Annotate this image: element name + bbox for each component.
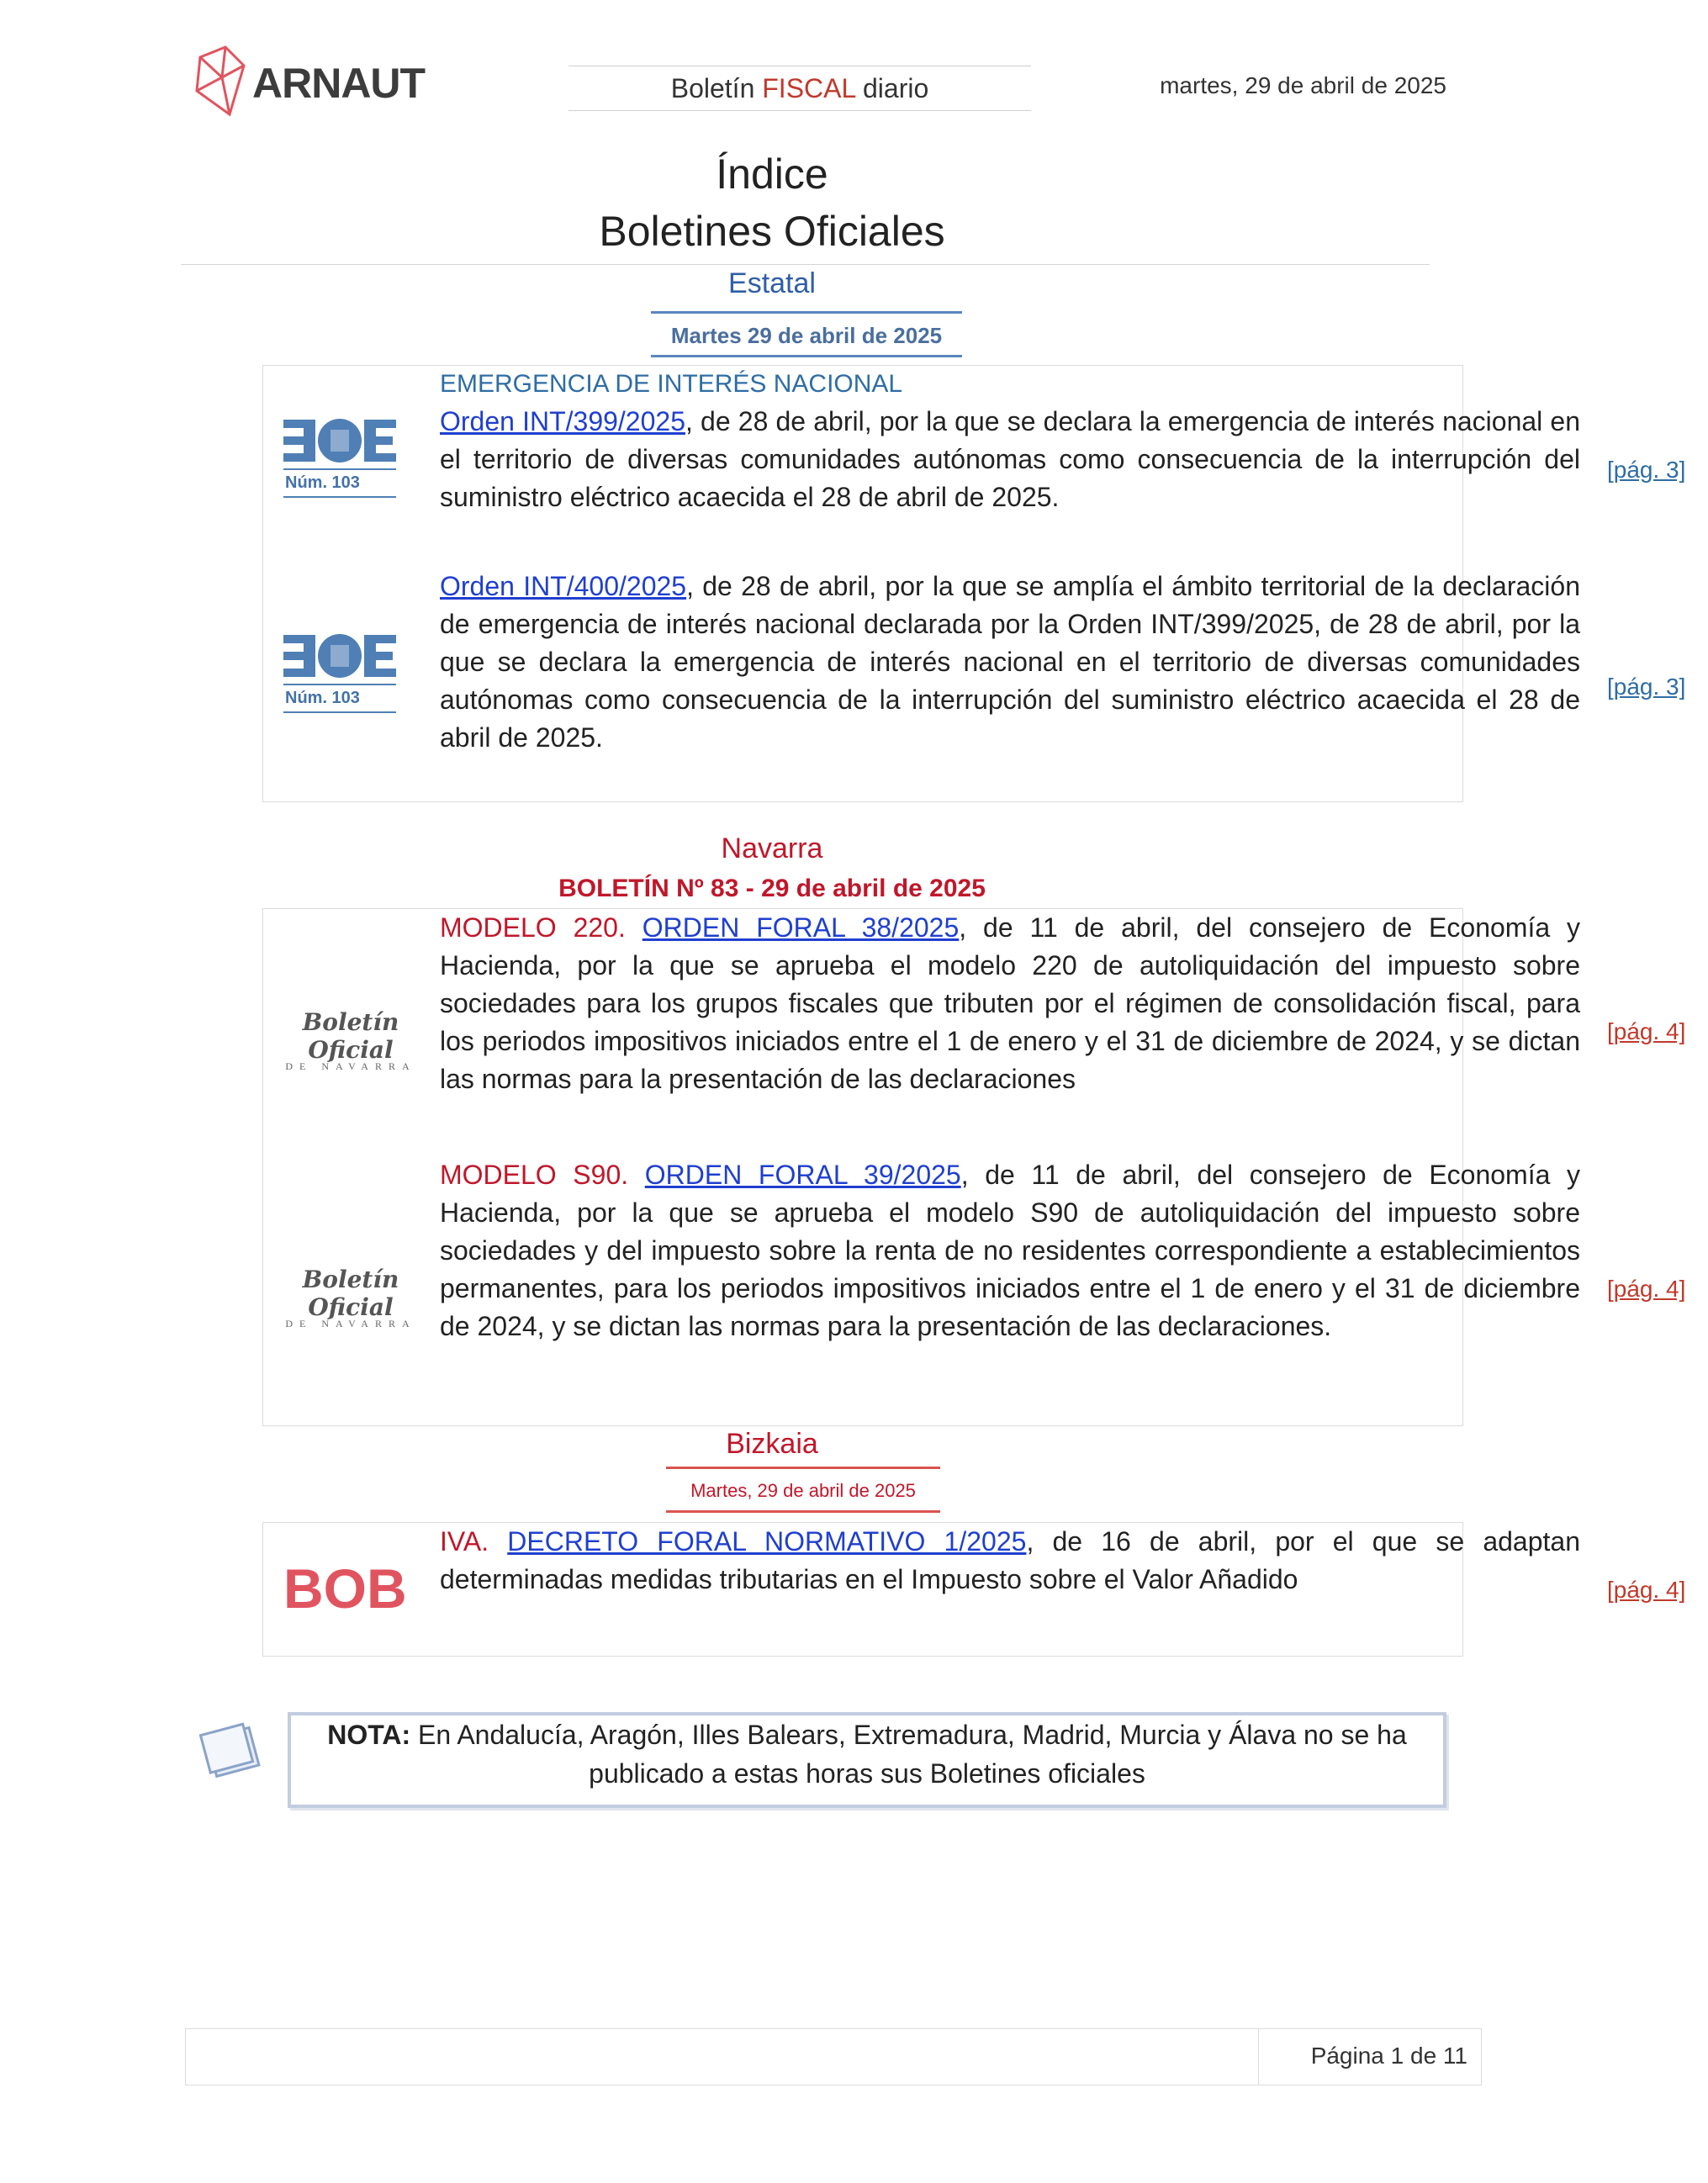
bizkaia-box	[262, 1522, 1686, 1657]
header-date: martes, 29 de abril de 2025	[1160, 72, 1446, 98]
diamond-logo-icon	[192, 40, 251, 124]
entry-prefix: MODELO 220.	[440, 912, 642, 943]
bulletin-title	[568, 66, 1031, 111]
entry-text: , de 11 de abril, del consejero de Economía y Hacienda, por la que se aprueba el modelo S90 de autoliquidación del impuesto sobre sociedades y del impuesto sobre la renta de no residentes correspondiente a establecimientos permanentes, para los periodos impositivos iniciados entre el 1 de enero y el 31 de diciembre de 2024, y se dictan las normas para la presentación de las declaraciones.	[440, 1160, 1581, 1341]
navarra-entry-1	[440, 909, 1580, 1098]
entry-text: , de 16 de abril, por el que se adaptan determinadas medidas tributarias en el Impuesto sobre el Valor Añadido	[440, 1526, 1581, 1594]
bulletin-prefix: Boletín	[670, 73, 763, 103]
section-bizkaia-title: Bizkaia	[726, 1428, 818, 1460]
navarra-logo-sub: DE NAVARRA	[285, 1060, 416, 1072]
section-estatal-title: Estatal	[728, 267, 816, 299]
orden-foral-38-link[interactable]: ORDEN FORAL 38/2025	[642, 912, 960, 943]
bob-logo: BOB	[283, 1557, 407, 1620]
estatal-rule-top	[651, 311, 962, 314]
boe-logo	[283, 415, 401, 498]
boe-rule	[283, 711, 396, 713]
title-divider	[181, 264, 1430, 265]
boe-rule	[283, 468, 396, 470]
boe-icon	[283, 415, 396, 468]
orden-int-400-link[interactable]: Orden INT/400/2025	[440, 571, 687, 601]
page-ref-link[interactable]: [pág. 4]	[1607, 1276, 1686, 1302]
footer	[185, 2028, 1482, 2085]
page-title: Índice	[716, 151, 828, 198]
boe-rule	[283, 496, 396, 498]
arnaut-logo	[192, 40, 444, 124]
entry-text: , de 11 de abril, del consejero de Economía y Hacienda, por la que se aprueba el modelo 220 de autoliquidación del impuesto sobre sociedades para los grupos fiscales que tributen por el régimen de consolidación fiscal, para los periodos impositivos iniciados entre el 1 de enero y el 31 de diciembre de 2024, y se dictan las normas para la presentación de las declaraciones	[440, 912, 1581, 1094]
page-number: Página 1 de 11	[1310, 2043, 1467, 2069]
bizkaia-rule-bottom	[666, 1510, 940, 1513]
notes-icon	[198, 1714, 269, 1784]
boe-number: Núm. 103	[285, 689, 360, 707]
estatal-date: Martes 29 de abril de 2025	[670, 323, 943, 348]
navarra-entry-2	[440, 1156, 1580, 1345]
bizkaia-date: Martes, 29 de abril de 2025	[690, 1480, 916, 1501]
note-box	[288, 1712, 1446, 1808]
page-subtitle: Boletines Oficiales	[599, 208, 945, 255]
navarra-box	[262, 908, 1686, 1426]
estatal-category: EMERGENCIA DE INTERÉS NACIONAL	[440, 370, 903, 398]
page-ref-link[interactable]: [pág. 3]	[1607, 674, 1686, 700]
bizkaia-entry-1	[440, 1523, 1580, 1599]
section-navarra-title: Navarra	[721, 832, 823, 864]
decreto-foral-link[interactable]: DECRETO FORAL NORMATIVO 1/2025	[507, 1526, 1027, 1557]
logo-text: ARNAUT	[252, 60, 426, 107]
estatal-entry-2	[440, 568, 1580, 757]
orden-int-399-link[interactable]: Orden INT/399/2025	[440, 406, 685, 436]
navarra-bulletin: BOLETÍN Nº 83 - 29 de abril de 2025	[558, 875, 986, 902]
page-ref-link[interactable]: [pág. 4]	[1607, 1018, 1686, 1044]
navarra-logo-sub: DE NAVARRA	[285, 1318, 416, 1329]
orden-foral-39-link[interactable]: ORDEN FORAL 39/2025	[644, 1160, 961, 1190]
note-text-1: En Andalucía, Aragón, Illes Balears, Extremadura, Madrid, Murcia y Álava no se ha	[410, 1720, 1407, 1750]
estatal-rule-bottom	[651, 355, 962, 357]
page-ref-link[interactable]: [pág. 3]	[1607, 457, 1686, 483]
entry-prefix: MODELO S90.	[440, 1160, 645, 1190]
navarra-logo-title: Boletín Oficial	[302, 1266, 399, 1321]
navarra-logo	[283, 1266, 418, 1330]
estatal-box	[262, 365, 1686, 802]
bizkaia-rule-top	[666, 1467, 940, 1469]
note-line-2: publicado a estas horas sus Boletines oficiales	[589, 1758, 1145, 1789]
boe-rule	[283, 684, 396, 685]
navarra-logo-title: Boletín Oficial	[302, 1008, 399, 1064]
page-ref-link[interactable]: [pág. 4]	[1607, 1577, 1686, 1603]
note-label: NOTA:	[327, 1720, 411, 1750]
bulletin-accent: FISCAL	[762, 73, 856, 103]
boe-number: Núm. 103	[285, 473, 360, 492]
entry-prefix: IVA.	[440, 1526, 508, 1557]
boe-logo	[283, 630, 401, 713]
entry-text: , de 28 de abril, por la que se amplía el ámbito territorial de la declaración de emergencia de interés nacional declarada por la Orden INT/399/2025, de 28 de abril, por la que se declara la emergencia de interés nacional en el territorio de diversas comunidades autónomas como consecuencia de la interrupción del suministro eléctrico acaecida el 28 de abril de 2025.	[440, 571, 1581, 753]
footer-divider	[1258, 2029, 1259, 2085]
navarra-logo	[283, 1008, 418, 1073]
bulletin-suffix: diario	[855, 73, 929, 103]
entry-text: , de 28 de abril, por la que se declara la emergencia de interés nacional en el territorio de diversas comunidades autónomas como consecuencia de la interrupción del suministro eléctrico acaecida el 28 de abril de 2025.	[440, 406, 1581, 512]
estatal-entry-1	[440, 403, 1580, 516]
note-line-1	[291, 1715, 1443, 1754]
boe-icon	[283, 630, 396, 684]
